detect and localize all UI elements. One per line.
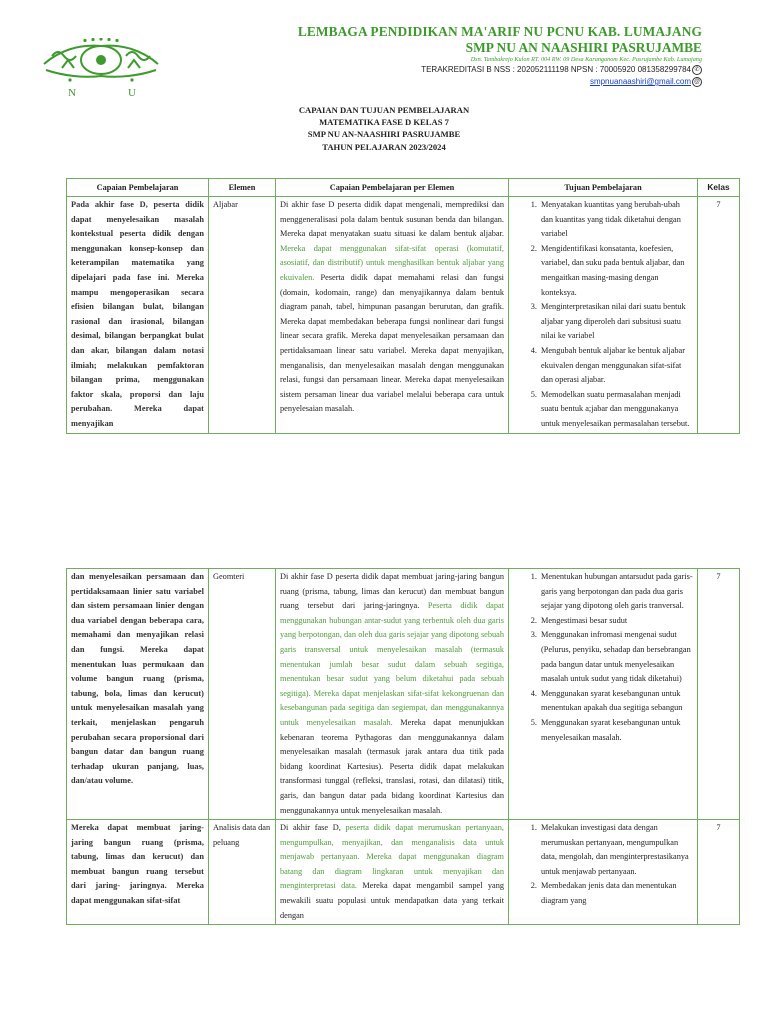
per-elemen-text: Mereka dapat menunjukkan kebenaran teorema Pythagoras dan menggunakannya dalam menyelesaikan masalah (termasuk jarak antara dua titik pada bidang koordinat Kartesius). Peserta didik dapat melakukan transformasi tunggal (refleksi, translasi, rotasi, dan dilatasi) titik, garis, dan bangun datar pada bidang koordinat Kartesius dan menggunakannya untuk menyelesaikan masalah.: [280, 717, 504, 815]
nu-logo: [40, 38, 162, 102]
tujuan-item: 2. Mengidentifikasi konsatanta, koefesien, variabel, dan suku pada bentuk aljabar, dan mengaitkan masing-masing dengan konteksya.: [539, 242, 693, 300]
header-elemen: Elemen: [209, 179, 276, 197]
table-row: [67, 820, 740, 925]
kelas-cell: 7: [698, 569, 740, 820]
per-elemen-text: Di akhir fase D,: [280, 823, 346, 833]
per-elemen-text: Di akhir fase D peserta didik dapat mengenali, memprediksi dan menggeneralisasi pola dalam bentuk susunan benda dan bilangan. Mereka dapat menyatakan suatu situasi ke dalam bentuk aljabar.: [280, 200, 504, 239]
kelas-cell: 7: [698, 197, 740, 434]
table-row: [67, 197, 740, 434]
table-header-row: [67, 179, 740, 197]
per-elemen-highlight: Peserta didik dapat menggunakan hubungan antar-sudut yang terbentuk oleh dua garis yang berpotongan, dan oleh dua garis sejajar yang dipotong sebuah garis transversal untuk menyelesaikan masalah (termasuk menentukan jumlah besar sudut dalam sebuah segitiga, menentukan besar sudut yang belum diketahui pada sebuah segitiga). Mereka dapat menjelaskan sifat-sifat kekongruenan dan kesebangunan pada segitiga dan segiempat, dan menggunakannya untuk menyelesaikan masalah.: [280, 601, 504, 727]
letterhead: [298, 24, 702, 88]
tujuan-cell: [509, 820, 698, 925]
email-icon: @: [693, 78, 701, 85]
tujuan-item: 3. Menggunakan infromasi mengenai sudut (Pelurus, penyiku, sehadap dan bersebrangan pada bangun datar untuk menyelesaikan masalah untuk sudut yang tidak diketahui): [539, 628, 693, 686]
header-capaian: Capaian Pembelajaran: [67, 179, 209, 197]
logo-letter-n: N: [68, 87, 76, 99]
accreditation-line: [298, 64, 702, 75]
per-elemen-text: Di akhir fase D peserta didik dapat membuat jaring-jaring bangun ruang (prisma, tabung, limas dan kerucut) dan membuat bangun ruang tersebut dari jaring-jaringnya.: [280, 572, 504, 611]
email-line: [298, 75, 702, 88]
tujuan-item: 1. Menyatakan kuantitas yang berubah-ubah dan kuantitas yang tidak diketahui dengan variabel: [539, 198, 693, 242]
document-title: [0, 104, 768, 153]
tujuan-item: 1. Melakukan investigasi data dengan merumuskan pertanyaan, mengumpulkan data, mengolah, dan menginterprestasikanya untuk menjawab pertanyaan.: [539, 821, 693, 879]
tujuan-cell: [509, 569, 698, 820]
tujuan-item: 2. Membedakan jenis data dan menentukan diagram yang: [539, 879, 693, 908]
kelas-cell: 7: [698, 820, 740, 925]
table-row: [67, 569, 740, 820]
cp-tp-table-continued: [66, 568, 740, 925]
per-elemen-highlight: peserta didik dapat merumuskan pertanyaan, mengumpulkan, menyajikan, dan menganalisis data untuk menjawab pertanyaan. Mereka dapat menggunakan diagram batang dan diagram lingkaran untuk menyajikan dan menginterpretasi data.: [280, 823, 504, 891]
logo-letter-u: U: [128, 87, 136, 99]
per-elemen-text: Peserta didik dapat memahami relasi dan fungsi (domain, kodomain, range) dan menyajikannya dalam bentuk diagram panah, tabel, himpunan pasangan berurutan, dan grafik. Mereka dapat membedakan beberapa fungsi nonlinear dari fungsi linear secara grafik. Mereka dapat menyelesaikan persamaan dan pertidaksamaan linear satu variabel. Mereka dapat menyajikan, menganalisis, dan menyelesaikan masalah dengan menggunakan relasi, fungsi dan persamaan linear. Mereka dapat menyelesaikan sistem persaman linear dua variabel melalui beberapa cara untuk penyelesaian masalah.: [280, 272, 504, 414]
title-line: TAHUN PELAJARAN 2023/2024: [322, 141, 446, 152]
per-elemen-highlight: Mereka dapat menggunakan sifat-sifat operasi (komutatif, asosiatif, dan distributif) untuk menghasilkan bentuk aljabar yang ekuivalen.: [280, 243, 504, 282]
tujuan-item: 3. Menginterpretasikan nilai dari suatu bentuk aljabar yang diperoleh dari subsitusi suatu nilai ke variabel: [539, 300, 693, 344]
accreditation-text: TERAKREDITASI B NSS : 202052111198 NPSN : 70005920 081358299784: [421, 65, 691, 74]
email-link[interactable]: smpnuanaashiri@gmail.com: [589, 77, 691, 86]
elemen-cell: Geomteri: [209, 569, 276, 820]
per-elemen-cell: [276, 569, 509, 820]
whatsapp-icon: ✆: [692, 65, 702, 75]
institution-name: LEMBAGA PENDIDIKAN MA'ARIF NU PCNU KAB. LUMAJANG: [297, 24, 702, 39]
per-elemen-cell: [276, 820, 509, 925]
elemen-cell: Aljabar: [209, 197, 276, 434]
elemen-cell: Analisis data dan peluang: [209, 820, 276, 925]
capaian-cell: dan menyelesaikan persamaan dan pertidaksamaan linier satu variabel dan sistem persamaan linier dengan dua variabel dengan beberapa cara, memahami dan menyajikan relasi dan fungsi. Mereka dapat menentukan luas permukaan dan volume bangun ruang (prisma, tabung, bola, limas dan kerucut) untuk menyelesaikan masalah yang terkait, menjelaskan pengaruh perubahan secara proporsional dari bangun datar dan bangun ruang terhadap ukuran panjang, luas, dan/atau volume.: [67, 569, 209, 820]
school-address: Dsn. Tambakrejo Kulon RT. 004 RW. 09 Desa Karanganom Kec. Pasrujambe Kab. Lumajang: [470, 56, 702, 63]
per-elemen-cell: [276, 197, 509, 434]
tujuan-cell: [509, 197, 698, 434]
header-tujuan: Tujuan Pembelajaran: [509, 179, 698, 197]
tujuan-item: 5. Memodelkan suatu permasalahan menjadi suatu bentuk a;jabar dan menggunakanya untuk menyelesaikan permasalahan tersebut.: [539, 388, 693, 432]
tujuan-item: 4. Mengubah bentuk aljabar ke bentuk aljabar ekuivalen dengan menggunakan sifat-sifat dan operasi aljabar.: [539, 344, 693, 388]
capaian-cell: Pada akhir fase D, peserta didik dapat menyelesaikan masalah kontekstual peserta didik dengan menggunakan konsep-konsep dan keterampilan matematika yang dipelajari pada fase ini. Mereka mampu mengoperasikan secara efisien bilangan bulat, bilangan rasional dan irasional, bilangan desimal, bilangan berpangkat bulat dan akar, bilangan dalam notasi ilmiah; melakukan pemfaktoran bilangan prima, menggunakan faktor skala, proporsi dan laju perubahan. Mereka dapat menyajikan: [67, 197, 209, 434]
header-per-elemen: Capaian Pembelajaran per Elemen: [276, 179, 509, 197]
title-line: SMP NU AN-NAASHIRI PASRUJAMBE: [307, 129, 461, 140]
header-kelas: Kelas: [698, 179, 740, 197]
title-line: MATEMATIKA FASE D KELAS 7: [319, 117, 449, 128]
tujuan-item: 1. Menentukan hubungan antarsudut pada garis-garis yang berpotongan dan pada dua garis sejajar yang dipotong oleh garis tranversal.: [539, 570, 693, 614]
tujuan-item: 2. Mengestimasi besar sudut: [539, 614, 693, 629]
per-elemen-text: Mereka dapat mengambil sampel yang mewakili suatu populasi untuk mendapatkan data yang terkait dengan: [280, 881, 504, 920]
title-line: CAPAIAN DAN TUJUAN PEMBELAJARAN: [298, 105, 470, 115]
school-name: SMP NU AN NAASHIRI PASRUJAMBE: [465, 40, 702, 55]
tujuan-item: 4. Menggunakan syarat kesebangunan untuk menentukan apakah dua segitiga sebangun: [539, 687, 693, 716]
capaian-cell: Mereka dapat membuat jaring-jaring bangun ruang (prisma, tabung, limas dan kerucut) dan membuat bangun ruang tersebut dari jaring- jaringnya. Mereka dapat menggunakan sifat-sifat: [67, 820, 209, 925]
cp-tp-table: [66, 178, 740, 434]
tujuan-item: 5. Menggunakan syarat kesebangunan untuk menyelesaikan masalah.: [539, 716, 693, 745]
